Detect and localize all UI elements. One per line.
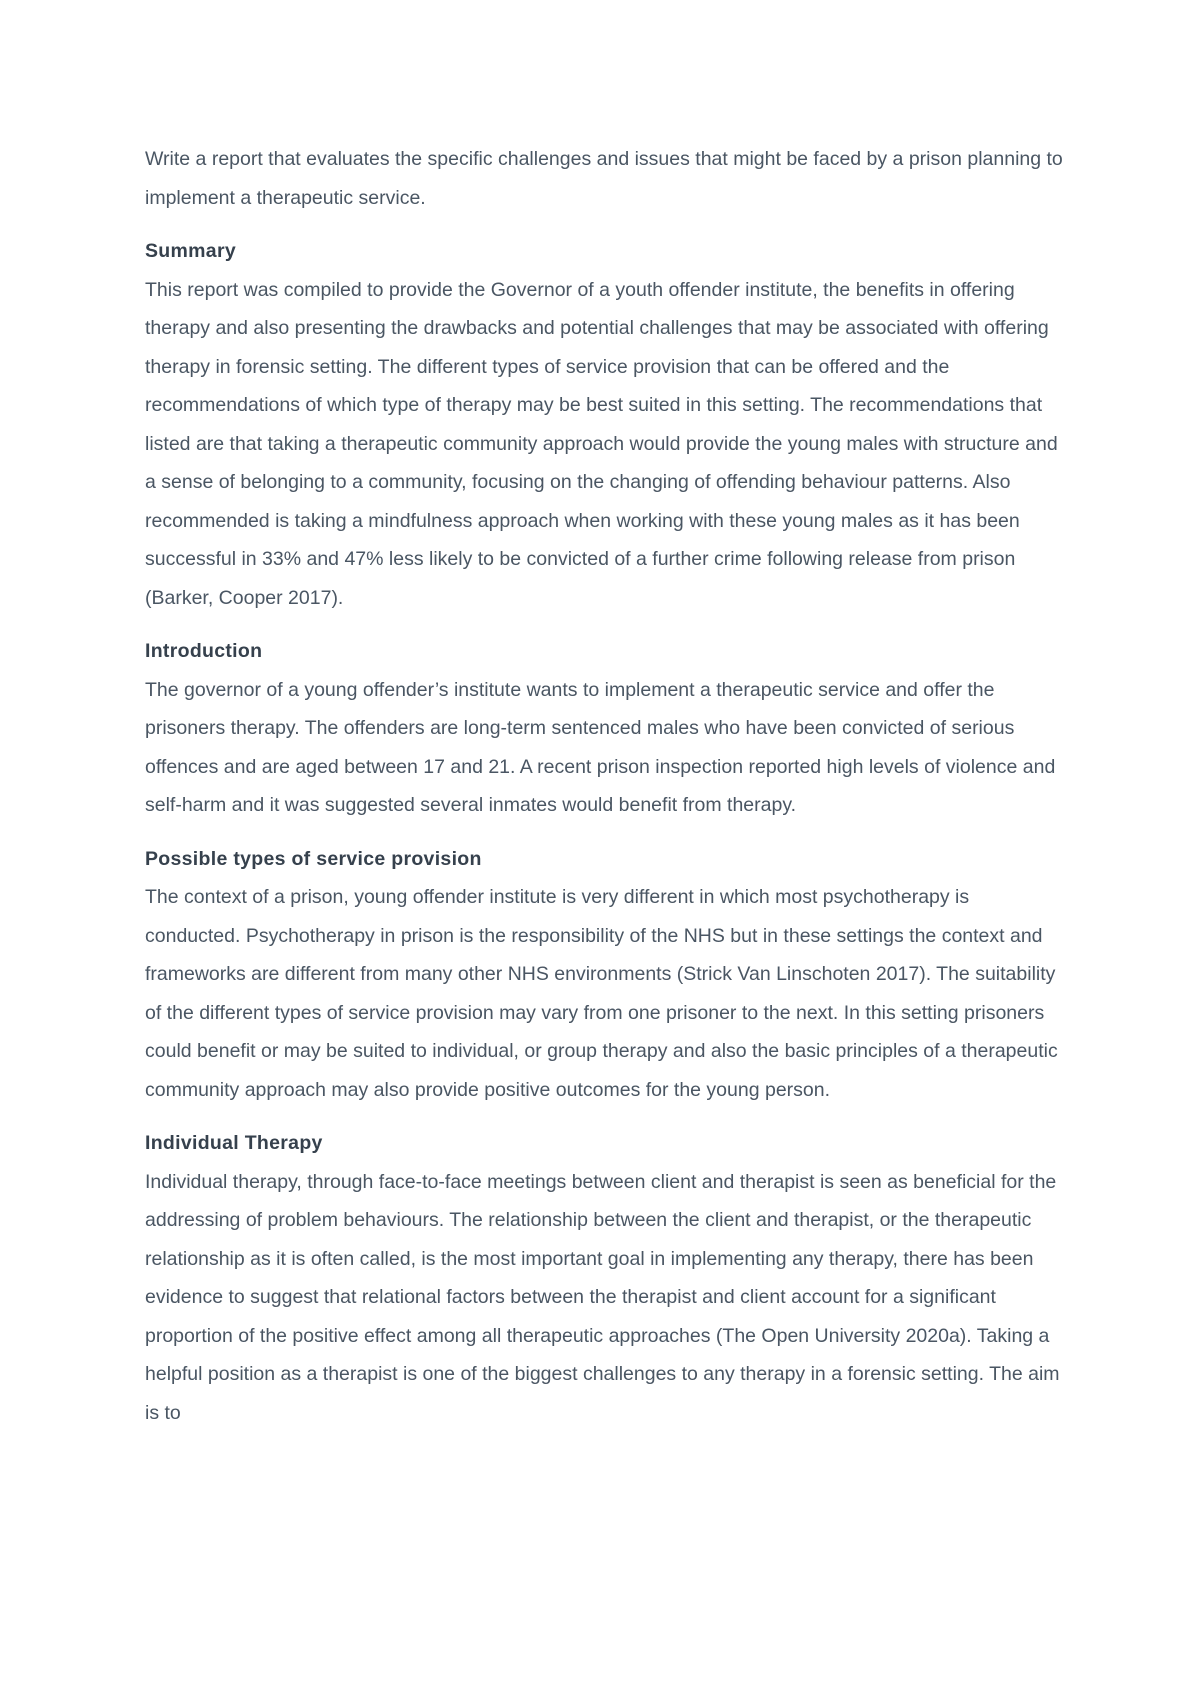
section-summary bbox=[145, 232, 1065, 617]
section-body: The governor of a young offender’s institute wants to implement a therapeutic service and offer the prisoners therapy. The offenders are long-term sentenced males who have been convicted of serious offences and are aged between 17 and 21. A recent prison inspection reported high levels of violence and self-harm and it was suggested several inmates would benefit from therapy. bbox=[145, 678, 1056, 816]
document-page bbox=[145, 140, 1065, 1447]
assignment-prompt: Write a report that evaluates the specific challenges and issues that might be faced by a prison planning to implement a therapeutic service. bbox=[145, 148, 1063, 209]
section-heading: Possible types of service provision bbox=[145, 847, 482, 870]
section-heading: Introduction bbox=[145, 640, 263, 662]
section-body: Individual therapy, through face-to-face meetings between client and therapist is seen as beneficial for the addressing of problem behaviours. The relationship between the client and therapist, or the therapeutic relationship as it is often called, is the most important goal in implementing any therapy, there has been evidence to suggest that relational factors between the therapist and client account for a significant proportion of the positive effect among all therapeutic approaches (The Open University 2020a). Taking a helpful position as a therapist is one of the biggest challenges to any therapy in a forensic setting. The aim is to bbox=[145, 1170, 1060, 1424]
section-service-provision bbox=[145, 840, 1065, 1110]
section-body: This report was compiled to provide the Governor of a youth offender institute, the benefits in offering therapy and also presenting the drawbacks and potential challenges that may be associated with offering therapy in forensic setting. The different types of service provision that can be offered and the recommendations of which type of therapy may be best suited in this setting. The recommendations that listed are that taking a therapeutic community approach would provide the young males with structure and a sense of belonging to a community, focusing on the changing of offending behaviour patterns. Also recommended is taking a mindfulness approach when working with these young males as it has been successful in 33% and 47% less likely to be convicted of a further crime following release from prison (Barker, Cooper 2017). bbox=[145, 278, 1058, 609]
section-individual-therapy bbox=[145, 1124, 1065, 1432]
section-introduction bbox=[145, 632, 1065, 825]
section-body: The context of a prison, young offender institute is very different in which most psychotherapy is conducted. Psychotherapy in prison is the responsibility of the NHS but in these settings the context and frameworks are different from many other NHS environments (Strick Van Linschoten 2017). The suitability of the different types of service provision may vary from one prisoner to the next. In this setting prisoners could benefit or may be suited to individual, or group therapy and also the basic principles of a therapeutic community approach may also provide positive outcomes for the young person. bbox=[145, 886, 1058, 1101]
section-heading: Summary bbox=[145, 240, 236, 262]
section-heading: Individual Therapy bbox=[145, 1132, 323, 1154]
